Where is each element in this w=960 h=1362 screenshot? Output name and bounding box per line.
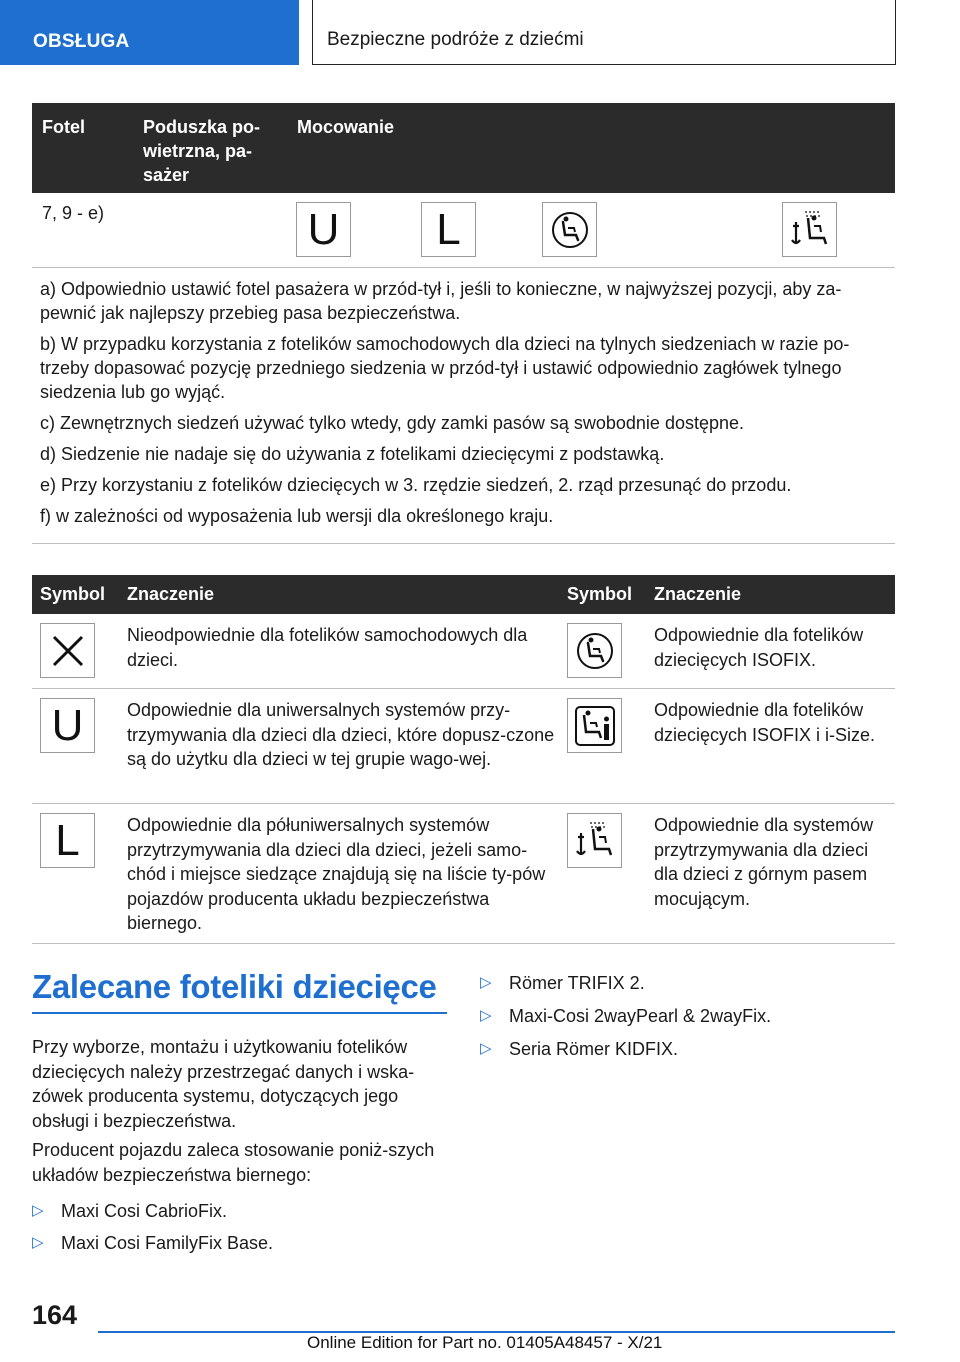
note-a: a) Odpowiednio ustawić fotel pasażera w przód-tył i, jeśli to konieczne, w najwyższej pozycji, aby za-pewnić jak najlepszy przebieg pasa bezpieczeństwa. [40, 279, 842, 323]
footer-edition: Online Edition for Part no. 01405A48457 - X/21 [307, 1333, 663, 1352]
bullet-triangle-icon: ▷ [32, 1234, 44, 1251]
col-airbag: Poduszka po-wietrzna, pa-sażer [143, 117, 261, 185]
top-tether-icon [567, 813, 622, 868]
bullet-triangle-icon: ▷ [32, 1202, 44, 1219]
bullet-triangle-icon: ▷ [480, 974, 492, 991]
table-notes [32, 270, 895, 544]
not-suitable-icon [40, 623, 95, 678]
page-number: 164 [32, 1300, 78, 1330]
seat-table-header [32, 103, 895, 193]
bullet-triangle-icon: ▷ [480, 1007, 492, 1024]
isofix-i-size-icon [567, 698, 622, 753]
meaning-universal: Odpowiednie dla uniwersalnych systemów przy-trzymywania dla dzieci dla dzieci, które dopusz-czone są do użytku dla dzieci w tej grupie wago-wej. [127, 700, 555, 769]
bullet-triangle-icon: ▷ [480, 1040, 492, 1057]
universal-symbol-icon: U [296, 202, 351, 257]
note-f: f) w zależności od wyposażenia lub wersji dla określonego kraju. [40, 506, 554, 526]
col-symbol-1: Symbol [40, 584, 106, 604]
isofix-icon [542, 202, 597, 257]
note-d: d) Siedzenie nie nadaje się do używania z fotelikami dziecięcymi z podstawką. [40, 444, 665, 464]
isofix-icon [567, 623, 622, 678]
col-meaning-2: Znaczenie [654, 584, 742, 604]
meaning-semi-universal: Odpowiednie dla półuniwersalnych systemów przytrzymywania dla dzieci dla dzieci, jeżeli samo-chód i miejsce siedzące znajdują się na liście ty-pów pojazdów producenta układu bezpieczeństwa biernego. [127, 815, 546, 933]
universal-symbol-icon: U [40, 698, 95, 753]
meaning-isofix: Odpowiednie dla fotelików dziecięcych ISOFIX. [654, 625, 864, 670]
table-row [32, 689, 895, 804]
note-e: e) Przy korzystaniu z fotelików dziecięcych w 3. rzędzie siedzeń, 2. rząd przesunąć do przodu. [40, 475, 792, 495]
page-title: Bezpieczne podróże z dziećmi [312, 0, 896, 65]
note-c: c) Zewnętrznych siedzeń używać tylko wtedy, gdy zamki pasów są swobodnie dostępne. [40, 413, 745, 433]
col-meaning-1: Znaczenie [127, 584, 215, 604]
table-row [32, 193, 895, 268]
meaning-not-suitable: Nieodpowiednie dla fotelików samochodowych dla dzieci. [127, 625, 528, 670]
section-heading: Zalecane foteliki dziecięce [32, 968, 437, 1005]
seat-number: 7, 9 - e) [42, 203, 105, 223]
note-b: b) W przypadku korzystania z fotelików samochodowych dla dzieci na tylnych siedzeniach w razie po-trzeby dopasować pozycję przedniego siedzenia w przód-tył i ustawić odpowiednio zagłówek tylnego siedzenia lub go wyjąć. [40, 334, 850, 402]
meaning-isofix-i-size: Odpowiednie dla fotelików dziecięcych ISOFIX i i-Size. [654, 700, 876, 745]
meaning-top-tether: Odpowiednie dla systemów przytrzymywania dla dzieci dla dzieci z górnym pasem mocującym. [654, 815, 874, 909]
symbol-table-header [32, 575, 895, 614]
section-label: OBSŁUGA [0, 0, 299, 65]
top-tether-icon [782, 202, 837, 257]
col-symbol-2: Symbol [567, 584, 633, 604]
col-seat: Fotel [42, 117, 85, 137]
intro-paragraph: Przy wyborze, montażu i użytkowaniu fotelików dziecięcych należy przestrzegać danych i wska-zówek producenta systemu, dotyczących jego obsługi i bezpieczeństwa. [32, 1037, 415, 1131]
col-mounting: Mocowanie [297, 117, 395, 137]
heading-underline [32, 1012, 447, 1014]
table-row [32, 614, 895, 689]
recommendation-paragraph: Producent pojazdu zaleca stosowanie poniż-szych układów bezpieczeństwa biernego: [32, 1140, 435, 1185]
semi-universal-symbol-icon: L [421, 202, 476, 257]
table-row [32, 804, 895, 944]
semi-universal-symbol-icon: L [40, 813, 95, 868]
